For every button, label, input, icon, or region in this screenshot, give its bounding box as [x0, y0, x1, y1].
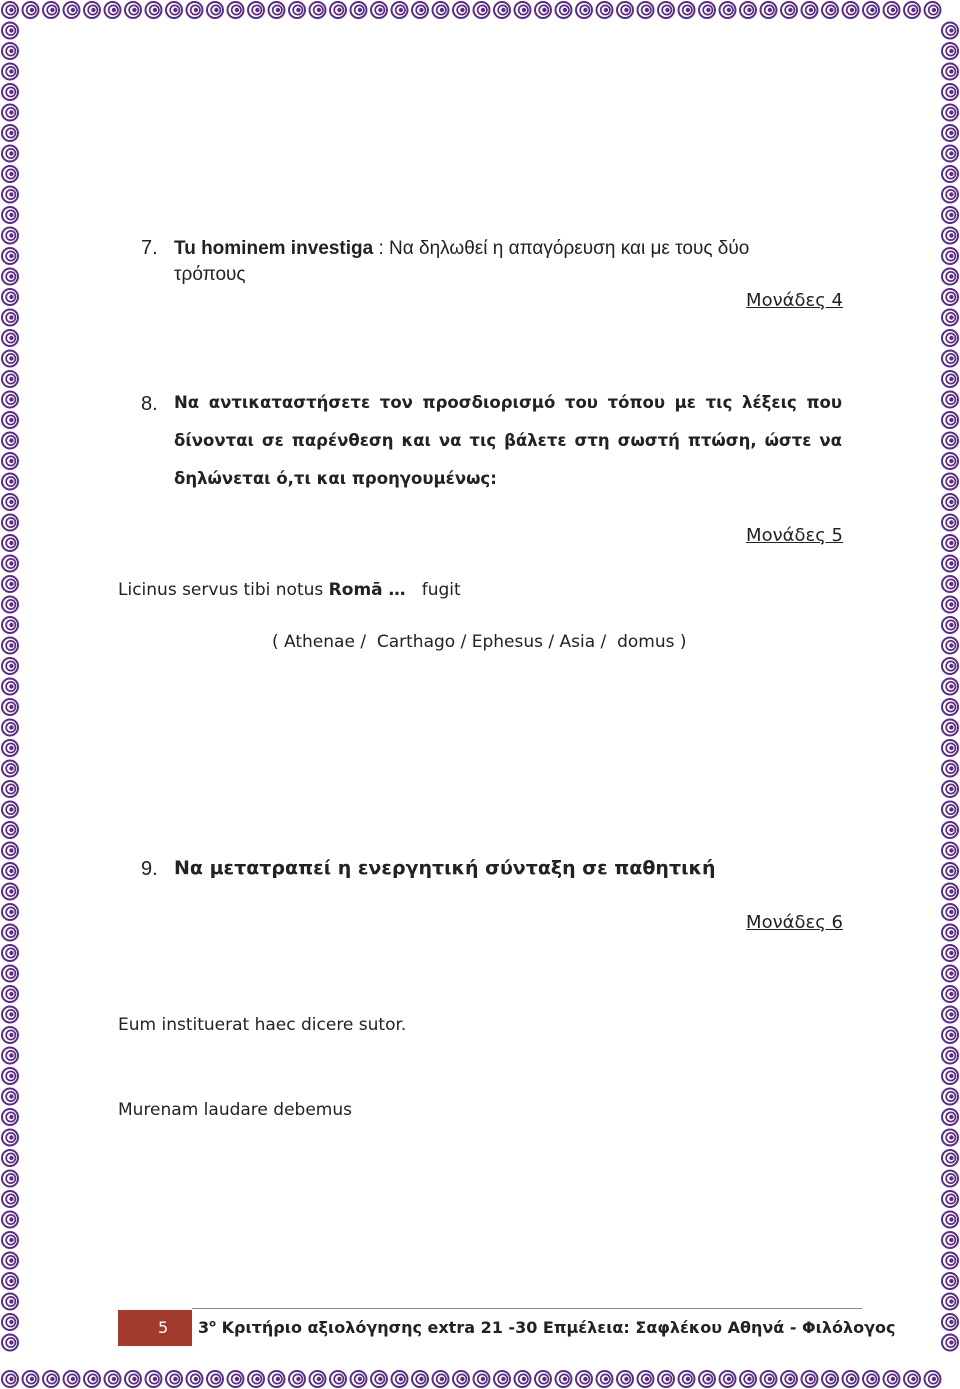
- sentence-end: fugit: [405, 580, 461, 600]
- footer-ordinal: 3: [198, 1318, 210, 1337]
- question-7-latin-phrase: Tu hominem investiga: [174, 238, 374, 259]
- question-7-instruction: : Να δηλωθεί η απαγόρευση και με τους δύο: [373, 238, 750, 259]
- question-7-text: [174, 238, 854, 260]
- question-8-line-2: δίνονται σε παρένθεση και να τις βάλετε στη σωστή πτώση, ώστε να: [174, 431, 842, 450]
- question-8-options: ( Athenae / Carthago / Ephesus / Asia / domus ): [272, 632, 687, 652]
- page-number: 5: [158, 1318, 169, 1337]
- question-9-text: Να μετατραπεί η ενεργητική σύνταξη σε παθητική: [174, 857, 716, 879]
- footer-superscript: ο: [209, 1318, 217, 1330]
- question-9-marks: Μονάδες 6: [746, 912, 843, 933]
- question-7-marks: Μονάδες 4: [746, 290, 843, 311]
- question-7-number: 7.: [141, 237, 158, 259]
- question-9-sentence-1: Eum instituerat haec dicere sutor.: [118, 1015, 407, 1035]
- question-8-line-1: Να αντικαταστήσετε τον προσδιορισμό του τόπου με τις λέξεις που: [174, 393, 842, 412]
- question-9-number: 9.: [141, 858, 158, 880]
- question-7-instruction-cont: τρόπους: [174, 264, 246, 285]
- sentence-blank-word: Romā …: [328, 580, 406, 600]
- footer-page-box: [118, 1310, 192, 1346]
- question-9-sentence-2: Murenam laudare debemus: [118, 1100, 352, 1120]
- question-8-marks: Μονάδες 5: [746, 525, 843, 546]
- question-8-sentence: [118, 580, 461, 600]
- footer-caption-text: Κριτήριο αξιολόγησης extra 21 -30 Επμέλεια: Σαφλέκου Αθηνά - Φιλόλογος: [216, 1318, 896, 1337]
- question-8-number: 8.: [141, 393, 158, 415]
- footer-caption: [198, 1318, 895, 1337]
- footer-rule: [192, 1308, 862, 1309]
- question-8-line-3: δηλώνεται ό,τι και προηγουμένως:: [174, 469, 497, 488]
- sentence-start: Licinus servus tibi notus: [118, 580, 329, 600]
